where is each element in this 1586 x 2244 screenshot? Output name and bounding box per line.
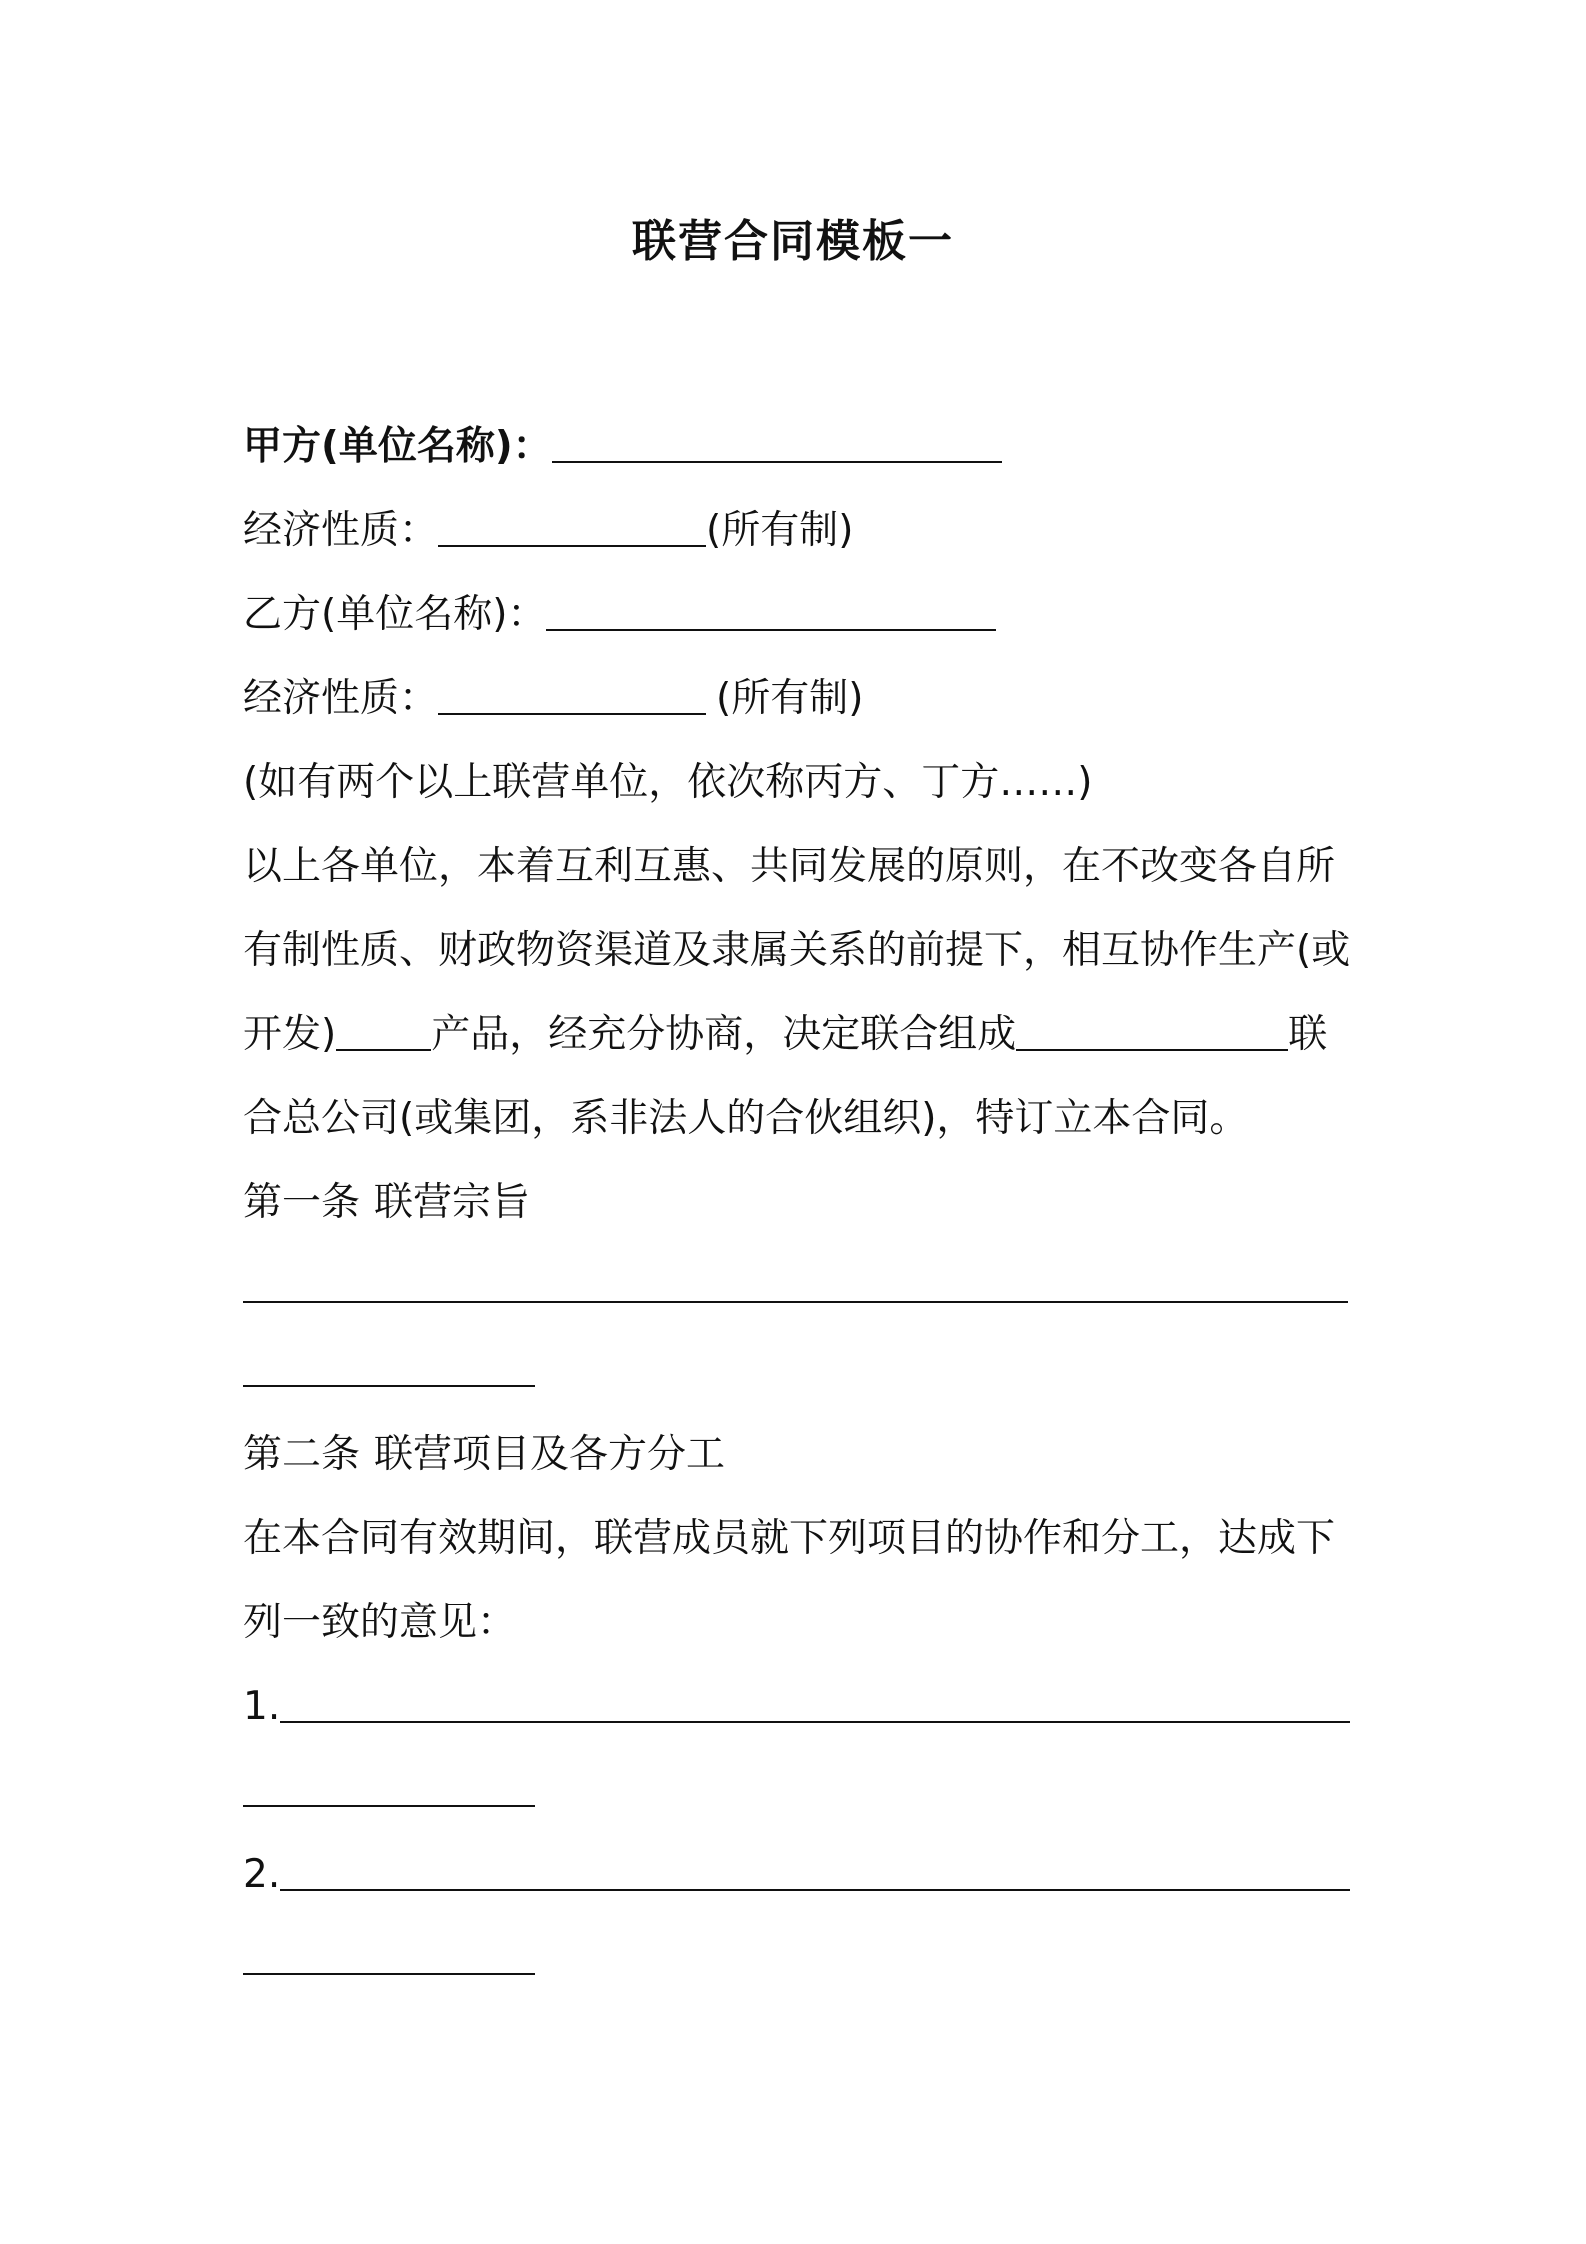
party-b-line <box>243 573 1353 657</box>
document-body <box>243 405 1353 2001</box>
party-b-blank[interactable] <box>546 629 996 631</box>
party-a-line <box>243 405 1353 489</box>
article-1-title: 联营宗旨 <box>374 1180 531 1225</box>
article-2-line-2: 列一致的意见： <box>243 1600 517 1645</box>
nature-suffix-2: (所有制) <box>716 676 864 721</box>
article-2-line-1: 在本合同有效期间，联营成员就下列项目的协作和分工，达成下 <box>243 1516 1336 1561</box>
item-2-blank-2[interactable] <box>243 1973 535 1975</box>
item-2-line <box>243 1833 1353 1917</box>
article-2-heading <box>243 1413 1353 1497</box>
article-2-number: 第二条 <box>243 1432 361 1477</box>
preamble-line-2: 有制性质、财政物资渠道及隶属关系的前提下，相互协作生产(或 <box>243 928 1351 973</box>
party-b-label: 乙方(单位名称)： <box>243 592 547 637</box>
item-1-blank-2[interactable] <box>243 1805 535 1807</box>
party-a-label: 甲方(单位名称)： <box>243 424 552 469</box>
note-line: (如有两个以上联营单位，依次称丙方、丁方……) <box>243 760 1093 805</box>
nature-line-2 <box>243 657 1353 741</box>
article-2-title: 联营项目及各方分工 <box>374 1432 726 1477</box>
preamble-line-3-b: 产品，经充分协商，决定联合组成 <box>431 1012 1017 1057</box>
document-title: 联营合同模板一 <box>632 216 954 267</box>
article-1-blank-line-1 <box>243 1245 1353 1329</box>
article-1-blank-1[interactable] <box>243 1301 1348 1303</box>
item-2-blank[interactable] <box>280 1889 1350 1891</box>
product-blank[interactable] <box>336 1049 431 1051</box>
preamble-line-1: 以上各单位，本着互利互惠、共同发展的原则，在不改变各自所 <box>243 844 1336 889</box>
item-1-blank[interactable] <box>280 1721 1350 1723</box>
nature-suffix-1: (所有制) <box>706 508 854 553</box>
nature-blank-1[interactable] <box>438 545 706 547</box>
nature-blank-2[interactable] <box>438 713 706 715</box>
company-name-blank[interactable] <box>1016 1049 1288 1051</box>
preamble-line-3 <box>243 993 1353 1077</box>
article-1-blank-2[interactable] <box>243 1385 535 1387</box>
nature-label-1: 经济性质： <box>243 508 439 553</box>
preamble-line-3-a: 开发) <box>243 1012 337 1057</box>
article-1-blank-line-2 <box>243 1329 1353 1413</box>
preamble-line-4: 合总公司(或集团，系非法人的合伙组织)，特订立本合同。 <box>243 1096 1249 1141</box>
article-1-number: 第一条 <box>243 1180 361 1225</box>
item-2-blank-line-2 <box>243 1917 1353 2001</box>
item-1-blank-line-2 <box>243 1749 1353 1833</box>
nature-label-2: 经济性质： <box>243 676 439 721</box>
item-1-line <box>243 1665 1353 1749</box>
item-2-number: 2. <box>243 1852 281 1897</box>
preamble-line-3-c: 联 <box>1288 1012 1328 1057</box>
article-1-heading <box>243 1161 1353 1245</box>
nature-line-1 <box>243 489 1353 573</box>
party-a-blank[interactable] <box>552 461 1002 463</box>
item-1-number: 1. <box>243 1684 281 1729</box>
